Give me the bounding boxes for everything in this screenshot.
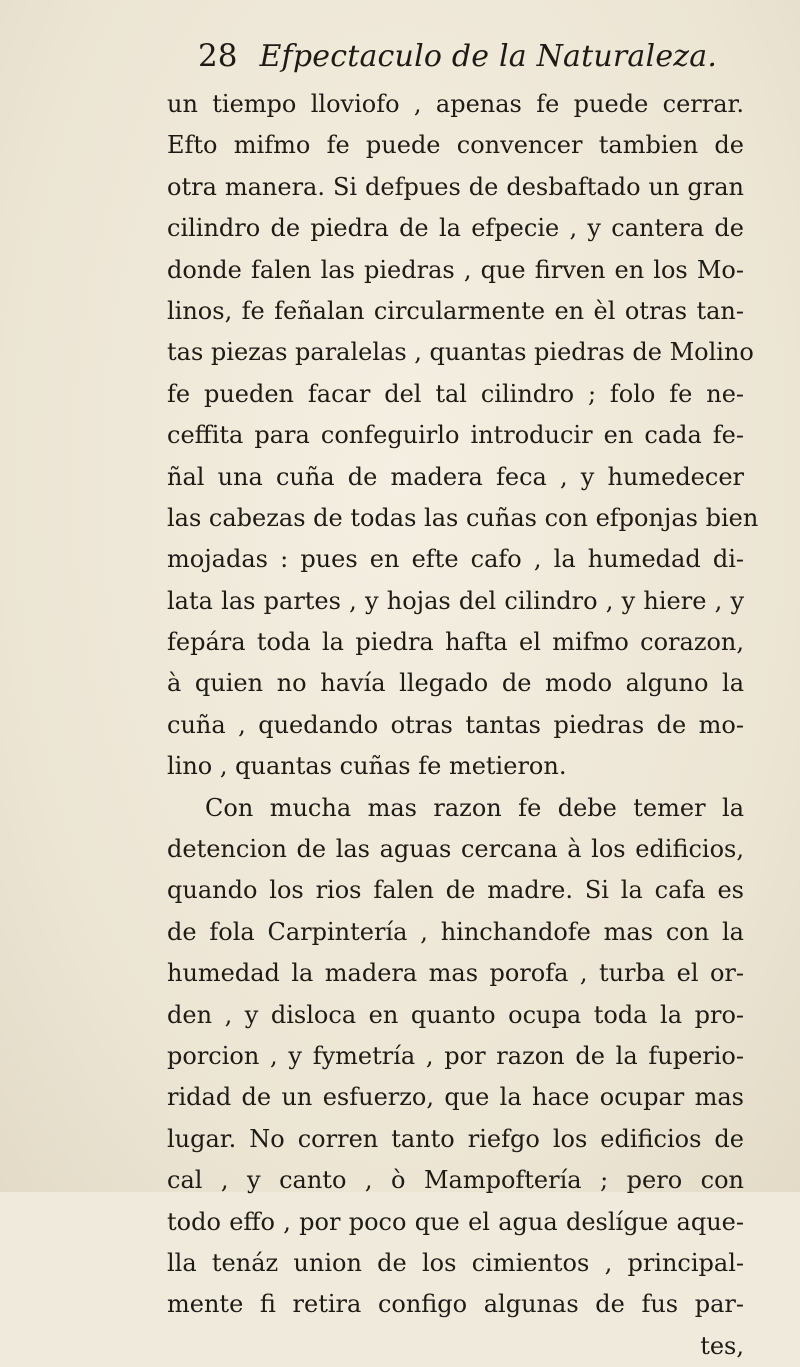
catchword: tes, (700, 1331, 744, 1360)
text-line: Efto mifmo fe puede convencer tambien de (167, 131, 744, 160)
text-line: humedad la madera mas porofa , turba el or- (167, 959, 744, 988)
text-line: un tiempo lloviofo , apenas fe puede cerrar. (167, 90, 744, 118)
text-line: lugar. No corren tanto riefgo los edificios de (167, 1124, 744, 1153)
text-line: las cabezas de todas las cuñas con efponjas bien (167, 503, 759, 532)
text-line: cuña , quedando otras tantas piedras de mo- (167, 710, 744, 739)
running-title: Efpectaculo de la Naturaleza. (259, 39, 718, 74)
text-line: lata las partes , y hojas del cilindro , y hiere , y (167, 586, 744, 615)
text-line: fe pueden facar del tal cilindro ; folo fe ne- (167, 379, 744, 408)
text-line: fepára toda la piedra hafta el mifmo corazon, (167, 628, 744, 657)
text-line: quando los rios falen de madre. Si la cafa es (167, 876, 744, 905)
text-line: mente fi retira configo algunas de fus par- (167, 1290, 744, 1319)
text-line: donde falen las piedras , que firven en los Mo- (167, 255, 744, 284)
page-number: 28 (198, 38, 238, 74)
text-line: Con mucha mas razon fe debe temer la (205, 793, 744, 822)
text-line: detencion de las aguas cercana à los edificios, (167, 835, 744, 864)
text-line: porcion , y fymetría , por razon de la fuperio- (167, 1041, 744, 1070)
text-line: cal , y canto , ò Mampoftería ; pero con (167, 1166, 744, 1195)
text-line: ñal una cuña de madera feca , y humedecer (167, 462, 744, 491)
page-header (198, 38, 718, 84)
text-line: linos, fe feñalan circularmente en èl otras tan- (167, 296, 744, 325)
text-line: todo effo , por poco que el agua deslígue aque- (167, 1207, 744, 1236)
text-line: mojadas : pues en efte cafo , la humedad di- (167, 545, 744, 574)
text-line: ridad de un esfuerzo, que la hace ocupar mas (167, 1083, 744, 1112)
text-line: lino , quantas cuñas fe metieron. (167, 752, 567, 781)
body-text (167, 84, 759, 1367)
text-line: tas piezas paralelas , quantas piedras de Molino (167, 338, 754, 367)
text-line: ceffita para confeguirlo introducir en cada fe- (167, 421, 744, 450)
text-line: lla tenáz union de los cimientos , principal- (167, 1248, 744, 1277)
text-line: cilindro de piedra de la efpecie , y cantera de (167, 214, 744, 243)
text-line: otra manera. Si defpues de desbaftado un gran (167, 172, 744, 201)
text-line: den , y disloca en quanto ocupa toda la pro- (167, 1000, 744, 1029)
text-line: à quien no havía llegado de modo alguno la (167, 669, 744, 698)
text-line: de fola Carpintería , hinchandofe mas con la (167, 917, 744, 946)
